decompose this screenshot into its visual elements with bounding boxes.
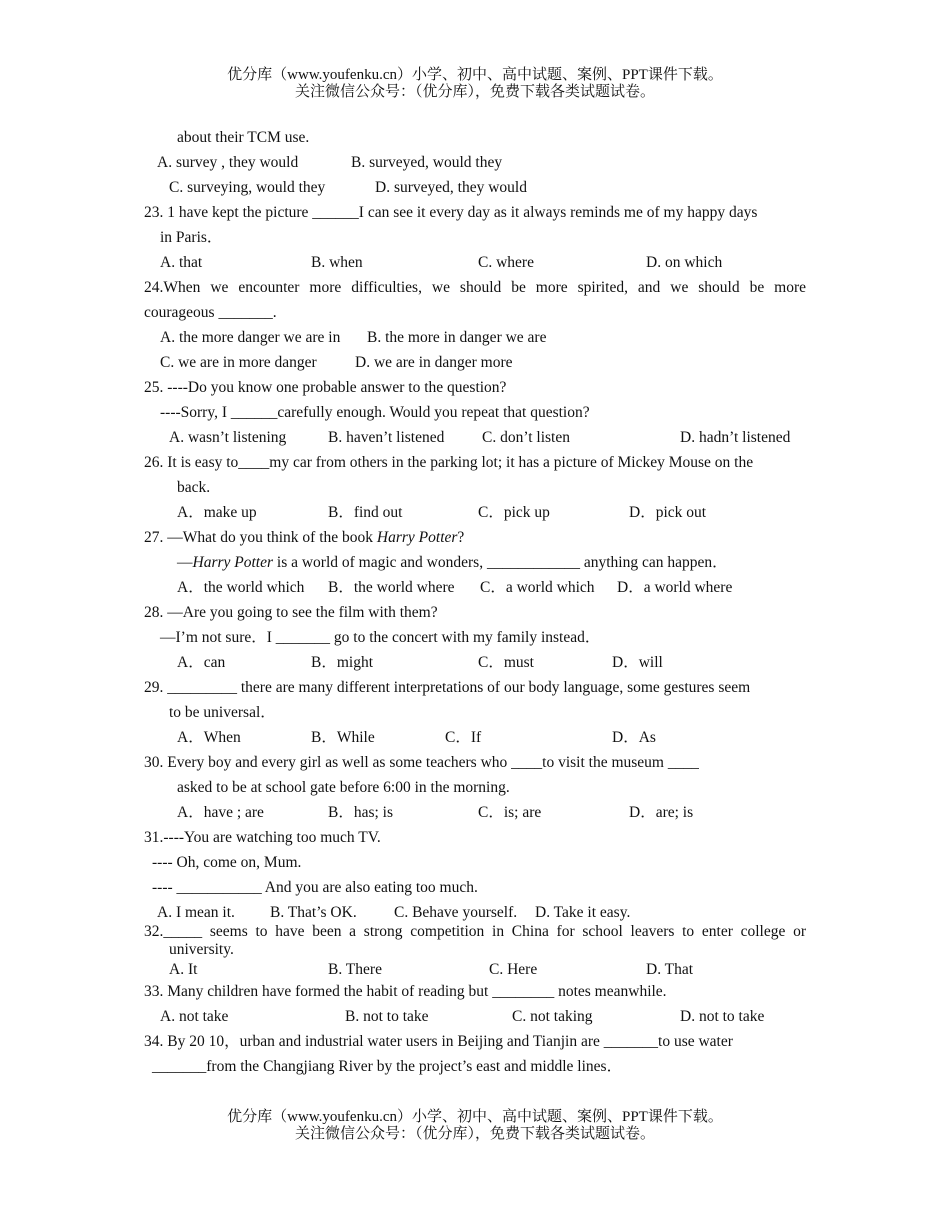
q31-stem-line-2: ---- Oh, come on, Mum. bbox=[152, 854, 302, 871]
q25-option-c: C. don’t listen bbox=[482, 429, 570, 446]
q26-option-a: A．make up bbox=[177, 504, 257, 521]
q29-stem-line-1: 29. _________ there are many different interpretations of our body language, some gestures seem bbox=[144, 679, 751, 696]
q27-stem1-pre: 27. —What do you think of the book bbox=[144, 529, 377, 546]
q26-option-d: D．pick out bbox=[629, 504, 707, 521]
q25-option-d: D. hadn’t listened bbox=[680, 429, 791, 446]
page-footer bbox=[0, 1109, 950, 1143]
footer-line-2: 关注微信公众号：（优分库），免费下载各类试题试卷。 bbox=[294, 1126, 655, 1142]
q26-stem-line-2: back. bbox=[177, 479, 211, 496]
q33-option-c: C. not taking bbox=[512, 1008, 593, 1025]
q34-stem-line-1: 34. By 20 10，urban and industrial water users in Beijing and Tianjin are _______to use water bbox=[144, 1033, 733, 1050]
q27-book-title: Harry Potter bbox=[376, 529, 458, 546]
q31-option-b: B. That’s OK. bbox=[270, 904, 357, 921]
q24-stem-line-1: 24.When we encounter more difficulties, we should be more spirited, and we should be more bbox=[144, 279, 806, 296]
q27-option-d: D．a world where bbox=[617, 579, 733, 596]
q25-stem-line-2: ----Sorry, I ______carefully enough. Would you repeat that question? bbox=[160, 404, 590, 421]
q28-option-d: D．will bbox=[612, 654, 663, 671]
header-line-1: 优分库（www.youfenku.cn）小学、初中、高中试题、案例、PPT课件下载。 bbox=[227, 67, 723, 83]
q27-stem-line-2 bbox=[177, 554, 728, 572]
q29-option-a: A．When bbox=[177, 729, 241, 746]
q31-option-c: C. Behave yourself. bbox=[394, 904, 518, 921]
q32-stem-line-2: university. bbox=[169, 941, 234, 958]
q30-stem-line-2: asked to be at school gate before 6:00 in the morning. bbox=[177, 779, 510, 796]
q29-stem-line-2: to be universal． bbox=[169, 704, 276, 721]
header-line-2: 关注微信公众号：（优分库），免费下载各类试题试卷。 bbox=[294, 84, 655, 100]
q25-option-a: A. wasn’t listening bbox=[169, 429, 287, 446]
q27-stem1-post: ? bbox=[457, 529, 465, 546]
q28-stem-line-1: 28. —Are you going to see the film with them? bbox=[144, 604, 438, 621]
q33-stem-line-1: 33. Many children have formed the habit of reading but ________ notes meanwhile. bbox=[144, 983, 667, 1000]
q30-stem-line-1: 30. Every boy and every girl as well as some teachers who ____to visit the museum ____ bbox=[144, 754, 699, 771]
q29-option-d: D．As bbox=[612, 729, 656, 746]
q27-option-a: A．the world which bbox=[177, 579, 305, 596]
q30-option-a: A．have ; are bbox=[177, 804, 264, 821]
q23-option-b: B. when bbox=[311, 254, 363, 271]
q25-stem-line-1: 25. ----Do you know one probable answer to the question? bbox=[144, 379, 507, 396]
q28-option-a: A．can bbox=[177, 654, 226, 671]
q24-stem-line-2: courageous _______. bbox=[144, 304, 277, 321]
q32-option-b: B. There bbox=[328, 961, 382, 978]
q24-option-d: D. we are in danger more bbox=[355, 354, 513, 371]
q31-option-d: D. Take it easy. bbox=[535, 904, 631, 921]
q22-option-b: B. surveyed, would they bbox=[351, 154, 503, 171]
page-header bbox=[0, 67, 950, 101]
q22-stem-continuation: about their TCM use. bbox=[177, 129, 310, 146]
q29-option-b: B．While bbox=[311, 729, 375, 746]
q27-option-b: B．the world where bbox=[328, 579, 455, 596]
q23-stem-line-2: in Paris． bbox=[160, 229, 223, 246]
q26-option-b: B．find out bbox=[328, 504, 403, 521]
q31-stem-line-3: ---- ___________ And you are also eating too much. bbox=[152, 879, 478, 896]
q27-book-title-2: Harry Potter bbox=[192, 554, 274, 571]
q27-option-c: C．a world which bbox=[480, 579, 595, 596]
q31-stem-line-1: 31.----You are watching too much TV. bbox=[144, 829, 381, 846]
q27-stem2-pre: — bbox=[177, 554, 193, 571]
q24-option-a: A. the more danger we are in bbox=[160, 329, 341, 346]
q26-option-c: C．pick up bbox=[478, 504, 550, 521]
q28-option-b: B．might bbox=[311, 654, 374, 671]
q23-option-a: A. that bbox=[160, 254, 203, 271]
q32-option-d: D. That bbox=[646, 961, 694, 978]
q24-option-c: C. we are in more danger bbox=[160, 354, 317, 371]
q22-option-c: C. surveying, would they bbox=[169, 179, 326, 196]
q25-option-b: B. haven’t listened bbox=[328, 429, 445, 446]
q34-stem-line-2: _______from the Changjiang River by the project’s east and middle lines． bbox=[152, 1058, 623, 1075]
q28-stem-line-2: —I’m not sure．I _______ go to the concert with my family instead． bbox=[160, 629, 601, 646]
q31-option-a: A. I mean it. bbox=[157, 904, 235, 921]
q27-stem-line-1 bbox=[144, 529, 464, 547]
footer-line-1: 优分库（www.youfenku.cn）小学、初中、高中试题、案例、PPT课件下载。 bbox=[227, 1109, 723, 1125]
q33-option-b: B. not to take bbox=[345, 1008, 429, 1025]
q32-stem-line-1: 32._____ seems to have been a strong competition in China for school leavers to enter college or bbox=[144, 923, 806, 940]
q32-option-a: A. It bbox=[169, 961, 198, 978]
q23-option-d: D. on which bbox=[646, 254, 723, 271]
q22-option-d: D. surveyed, they would bbox=[375, 179, 527, 196]
q28-option-c: C．must bbox=[478, 654, 534, 671]
q33-option-a: A. not take bbox=[160, 1008, 229, 1025]
q30-option-d: D．are; is bbox=[629, 804, 694, 821]
q33-option-d: D. not to take bbox=[680, 1008, 765, 1025]
q24-option-b: B. the more in danger we are bbox=[367, 329, 547, 346]
q30-option-c: C．is; are bbox=[478, 804, 542, 821]
q30-option-b: B．has; is bbox=[328, 804, 394, 821]
q32-option-c: C. Here bbox=[489, 961, 538, 978]
q23-option-c: C. where bbox=[478, 254, 534, 271]
q22-option-a: A. survey , they would bbox=[157, 154, 299, 171]
q27-stem2-post: is a world of magic and wonders, ____________ anything can happen． bbox=[273, 554, 728, 571]
q23-stem-line-1: 23. 1 have kept the picture ______I can see it every day as it always reminds me of my happy days bbox=[144, 204, 758, 221]
q26-stem-line-1: 26. It is easy to____my car from others in the parking lot; it has a picture of Mickey Mouse on the bbox=[144, 454, 754, 471]
q29-option-c: C．If bbox=[445, 729, 482, 746]
